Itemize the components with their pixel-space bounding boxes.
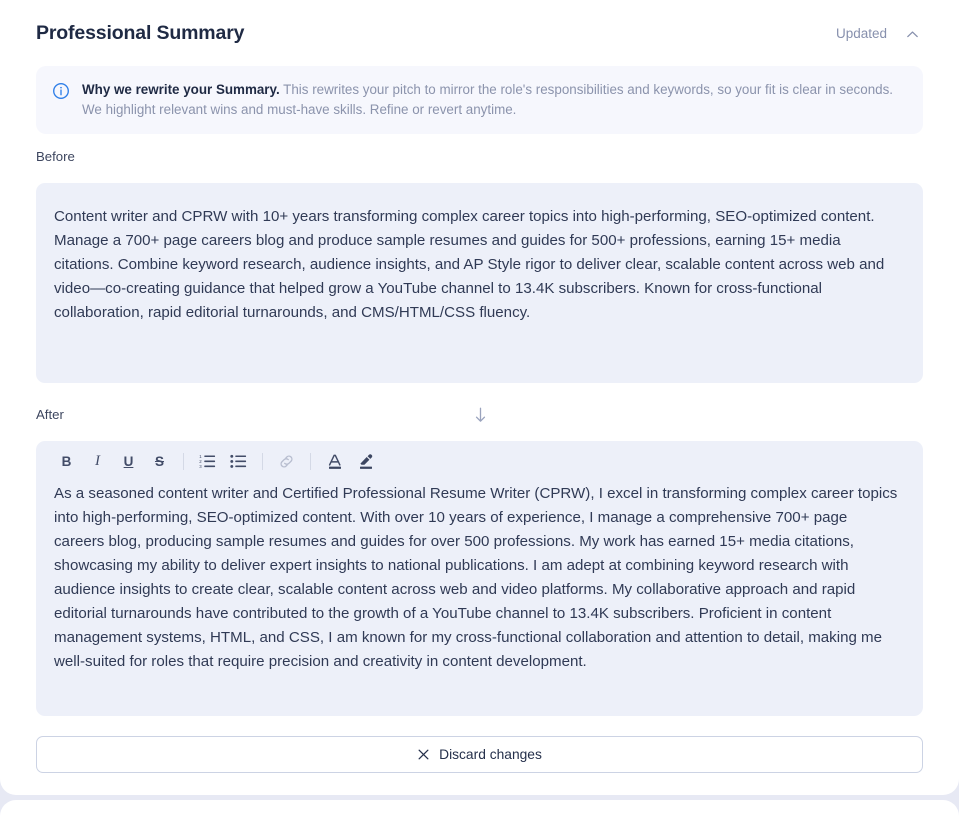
- info-banner: [36, 66, 923, 134]
- italic-button[interactable]: I: [95, 453, 100, 469]
- toolbar-divider: [183, 453, 184, 470]
- discard-changes-button[interactable]: [36, 736, 923, 773]
- info-banner-text: [82, 80, 905, 120]
- after-text: As a seasoned content writer and Certified Professional Resume Writer (CPRW), I excel in transforming complex career topics into high-performing, SEO-optimized content. With over 10 years of experience, I manage a comprehensive 700+ page careers blog, producing sample resumes and guides for over 500 professions. My work has earned 15+ media citations, showcasing my ability to deliver expert insights to national publications. I am adept at combining keyword research with audience insights to create clear, scalable content across web and video platforms. My collaborative approach and rapid editorial turnarounds have contributed to the growth of a YouTube channel to 13.4K subscribers. Proficient in content management systems, HTML, and CSS, I am known for my cross-functional collaboration and attention to detail, making me well-suited for roles that require precision and creativity in content development.: [54, 485, 898, 670]
- info-banner-body: This rewrites your pitch to mirror the role's responsibilities and keywords, so your fit is clear in seconds. We highlight relevant wins and must-have skills. Refine or revert anytime.: [82, 82, 894, 117]
- bullet-list-button[interactable]: [226, 449, 251, 474]
- strikethrough-button[interactable]: S: [154, 454, 164, 469]
- next-section-card: [0, 800, 959, 840]
- arrow-down-icon: [470, 404, 490, 426]
- text-color-icon[interactable]: [322, 449, 347, 474]
- status-badge: Updated: [835, 26, 887, 42]
- info-circle-icon: [52, 82, 70, 100]
- editor-toolbar: [36, 441, 923, 482]
- toolbar-divider: [310, 453, 311, 470]
- before-text: Content writer and CPRW with 10+ years transforming complex career topics into high-performing, SEO-optimized content. Manage a 700+ page careers blog and produce sample resumes and guides for 500+ professions, earning 15+ media citations. Combine keyword research, audience insights, and AP Style rigor to deliver clear, scalable content across web and video—co-creating guidance that helped grow a YouTube channel to 13.4K subscribers. Known for cross-functional collaboration, rapid editorial turnarounds, and CMS/HTML/CSS fluency.: [54, 208, 885, 321]
- highlighter-icon[interactable]: [353, 449, 378, 474]
- info-banner-lead: Why we rewrite your Summary.: [82, 82, 280, 97]
- after-editor-panel: [36, 441, 923, 716]
- before-panel: [36, 183, 923, 383]
- svg-text:2: 2: [199, 459, 202, 465]
- toolbar-divider: [262, 453, 263, 470]
- bold-button[interactable]: B: [61, 454, 72, 469]
- ordered-list-button[interactable]: [195, 449, 220, 474]
- header-actions: [836, 23, 923, 45]
- svg-text:1: 1: [199, 454, 202, 460]
- svg-text:3: 3: [199, 463, 202, 469]
- discard-changes-label: Discard changes: [439, 746, 542, 762]
- close-x-icon: [417, 748, 430, 761]
- before-label: Before: [36, 149, 75, 164]
- page-title: Professional Summary: [36, 22, 245, 45]
- link-icon[interactable]: [274, 449, 299, 474]
- after-label: After: [36, 407, 64, 422]
- after-editor-body[interactable]: [36, 482, 923, 674]
- underline-button[interactable]: U: [123, 454, 134, 469]
- card-header: [36, 18, 923, 50]
- chevron-up-icon[interactable]: [901, 23, 923, 45]
